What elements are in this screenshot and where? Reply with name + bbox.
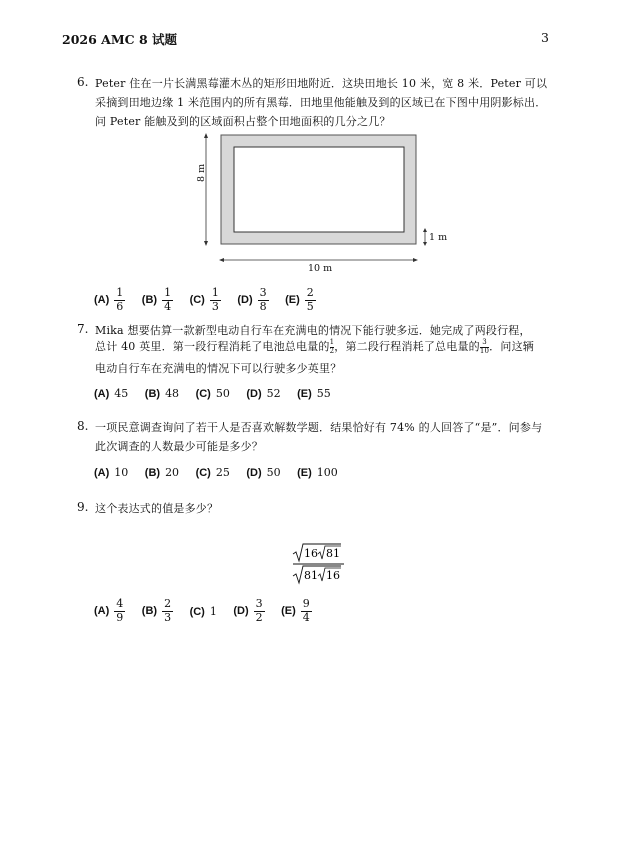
answer-choices (94, 465, 351, 479)
answer-choice-e[interactable]: (E) $\frac{2}{5}$ (285, 286, 314, 313)
answer-choice-c[interactable]: (C) $\frac{1}{3}$ (189, 286, 219, 313)
question-number: 7. (77, 322, 89, 336)
answer-choice-b[interactable]: (B) $\frac{1}{4}$ (141, 286, 172, 313)
fraction-three-tenths: $\frac{3}{10}$ (479, 338, 490, 355)
answer-choice-a[interactable]: (A) 45 (94, 386, 129, 400)
question-text-line: 此次调查的人数最少可能是多少？ (95, 440, 263, 453)
question-text-line: 问 Peter 能触及到的区域面积占整个田地面积的几分之几？ (95, 115, 391, 128)
question-text-line: 这个表达式的值是多少？ (95, 502, 219, 515)
answer-choice-c[interactable]: (C) 50 (195, 386, 230, 400)
width-label: 10 m (308, 263, 333, 274)
answer-choice-c[interactable]: (C) 25 (195, 465, 230, 479)
answer-choices (94, 386, 344, 400)
numerator-outer-radicand: 16 (304, 547, 318, 560)
question-text-line: 一项民意调查询问了若干人是否喜欢解数学题．结果恰好有 74% 的人回答了“是”．问参与 (95, 421, 543, 434)
question-number: 8. (77, 419, 89, 433)
answer-choice-c[interactable]: (C) 1 (189, 604, 217, 618)
question-number: 9. (77, 500, 89, 514)
answer-choice-d[interactable]: (D) $\frac{3}{8}$ (237, 286, 267, 313)
answer-choice-e[interactable]: (E) 55 (297, 386, 331, 400)
field-inner-rect (234, 147, 404, 232)
answer-choice-e[interactable]: (E) 100 (297, 465, 338, 479)
denominator-outer-radicand: 81 (304, 569, 318, 582)
field-figure (190, 130, 460, 280)
denominator-inner-radicand: 16 (326, 569, 340, 582)
answer-choice-d[interactable]: (D) $\frac{3}{2}$ (233, 597, 263, 624)
border-label: 1 m (429, 232, 448, 243)
fraction-one-half: $\frac{1}{2}$ (329, 338, 335, 355)
question-number: 6. (77, 75, 89, 89)
answer-choice-b[interactable]: (B) 20 (144, 465, 180, 479)
answer-choice-b[interactable]: (B) $\frac{2}{3}$ (141, 597, 172, 624)
answer-choice-d[interactable]: (D) 50 (246, 465, 281, 479)
answer-choices (94, 598, 325, 624)
radical-expression (290, 542, 360, 588)
numerator-inner-radicand: 81 (326, 547, 340, 560)
answer-choice-b[interactable]: (B) 48 (144, 386, 180, 400)
answer-choice-a[interactable]: (A) $\frac{1}{6}$ (94, 286, 124, 313)
question-text-line: 电动自行车在充满电的情况下可以行驶多少英里？ (95, 362, 342, 375)
answer-choices (94, 287, 329, 313)
page-header-title: 2026 AMC 8 试题 (62, 32, 178, 47)
question-text-line: 总计 40 英里．第一段行程消耗了电池总电量的 $\frac{1}{2}$ ，第二段行程消耗了总电量的 $\frac{3}{10}$ ．问这辆 (95, 338, 534, 355)
answer-choice-e[interactable]: (E) $\frac{9}{4}$ (281, 597, 310, 624)
answer-choice-a[interactable]: (A) 10 (94, 465, 129, 479)
height-label: 8 m (196, 163, 207, 182)
question-text-line: 采摘到田地边缘 1 米范围内的所有黑莓．田地里他能触及到的区域已在下图中用阴影标出． (95, 96, 547, 109)
question-text-line: Peter 住在一片长满黑莓灌木丛的矩形田地附近．这块田地长 10 米，宽 8 米．Peter 可以 (95, 77, 548, 90)
page-number: 3 (541, 30, 549, 45)
question-text-line: Mika 想要估算一款新型电动自行车在充满电的情况下能行驶多远．她完成了两段行程， (95, 324, 531, 337)
answer-choice-a[interactable]: (A) $\frac{4}{9}$ (94, 597, 124, 624)
answer-choice-d[interactable]: (D) 52 (246, 386, 281, 400)
